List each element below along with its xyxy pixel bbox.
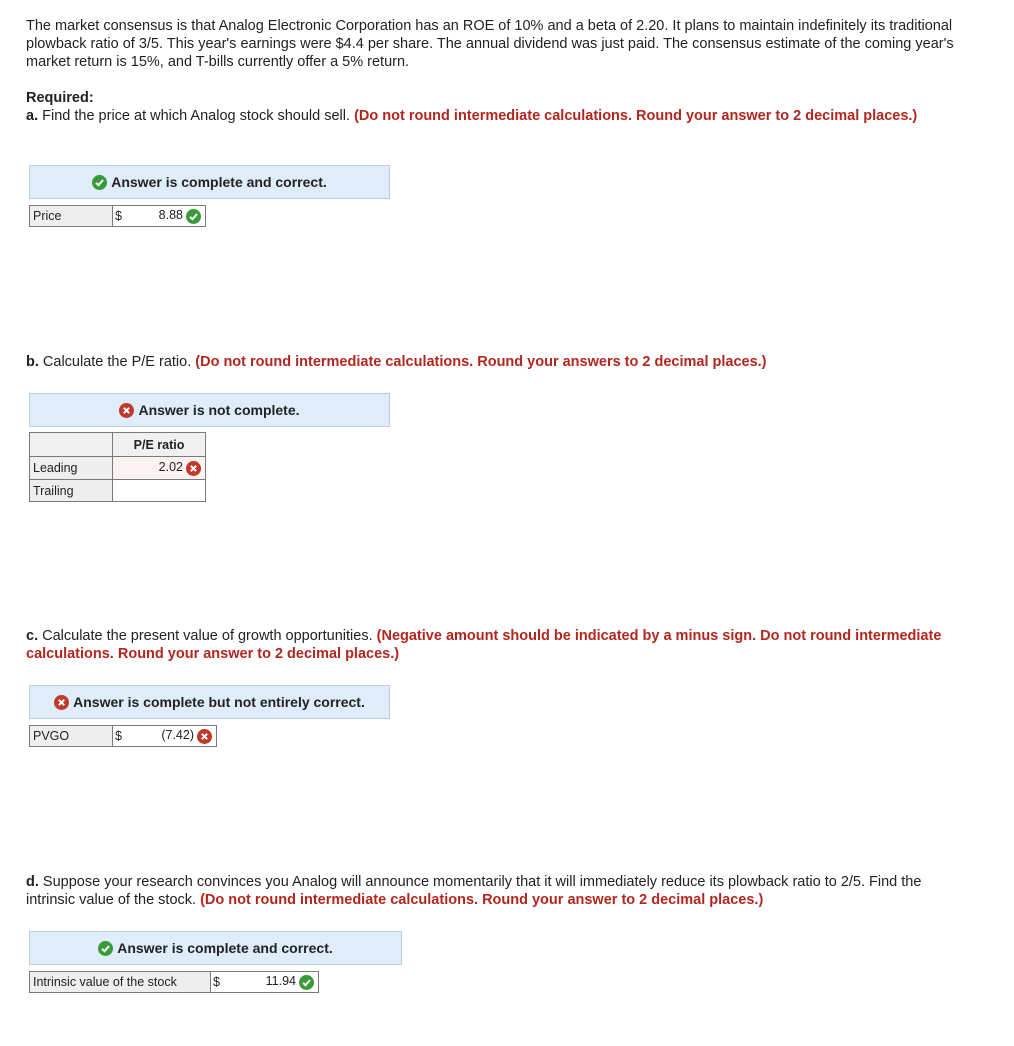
currency-symbol: $ [113, 726, 143, 747]
part-b-answer-table [29, 432, 206, 502]
x-circle-icon [119, 403, 134, 418]
pvgo-answer-field[interactable]: (7.42) [143, 726, 217, 747]
leading-pe-answer-field[interactable]: 2.02 [113, 457, 206, 480]
check-circle-icon [186, 209, 201, 224]
part-b-answer-banner: Answer is not complete. [29, 393, 390, 427]
part-d-answer-banner: Answer is complete and correct. [29, 931, 402, 965]
part-d-question: d. Suppose your research convinces you Analog will announce momentarily that it will immediately reduce its plowback ratio to 2/5. Find the intrinsic value of the stock. (Do not round intermediate calculations. Round your answer to 2 decimal places.) [26, 874, 922, 908]
pe-ratio-column-header: P/E ratio [113, 433, 206, 457]
part-a-answer-table [29, 205, 206, 227]
pvgo-label: PVGO [30, 726, 113, 747]
leading-label: Leading [30, 457, 113, 480]
trailing-label: Trailing [30, 480, 113, 502]
empty-header-cell [30, 433, 113, 457]
check-circle-icon [92, 175, 107, 190]
currency-symbol: $ [113, 206, 143, 227]
check-circle-icon [98, 941, 113, 956]
x-circle-icon [54, 695, 69, 710]
required-heading: Required: [26, 90, 94, 106]
part-c-question: c. Calculate the present value of growth opportunities. (Negative amount should be indicated by a minus sign. Do not round intermediate calculations. Round your answer to 2 decimal places.) [26, 628, 942, 662]
price-label: Price [30, 206, 113, 227]
trailing-pe-answer-field[interactable] [113, 480, 206, 502]
part-a-question: a. Find the price at which Analog stock should sell. (Do not round intermediate calculations. Round your answer to 2 decimal places.) [26, 108, 918, 124]
intrinsic-value-label: Intrinsic value of the stock [30, 972, 211, 993]
part-c-answer-banner: Answer is complete but not entirely correct. [29, 685, 390, 719]
x-circle-icon [197, 729, 212, 744]
part-a-answer-banner: Answer is complete and correct. [29, 165, 390, 199]
x-circle-icon [186, 461, 201, 476]
price-answer-field[interactable]: 8.88 [143, 206, 206, 227]
part-b-question: b. Calculate the P/E ratio. (Do not round intermediate calculations. Round your answers to 2 decimal places.) [26, 354, 767, 370]
part-d-answer-table [29, 971, 319, 993]
intrinsic-value-answer-field[interactable]: 11.94 [241, 972, 319, 993]
currency-symbol: $ [211, 972, 241, 993]
problem-statement: The market consensus is that Analog Electronic Corporation has an ROE of 10% and a beta of 2.20. It plans to maintain indefinitely its traditional plowback ratio of 3/5. This year's earnings were $4.4 per share. The annual dividend was just paid. The consensus estimate of the coming year's market return is 15%, and T-bills currently offer a 5% return. [26, 18, 954, 70]
check-circle-icon [299, 975, 314, 990]
part-c-answer-table [29, 725, 217, 747]
